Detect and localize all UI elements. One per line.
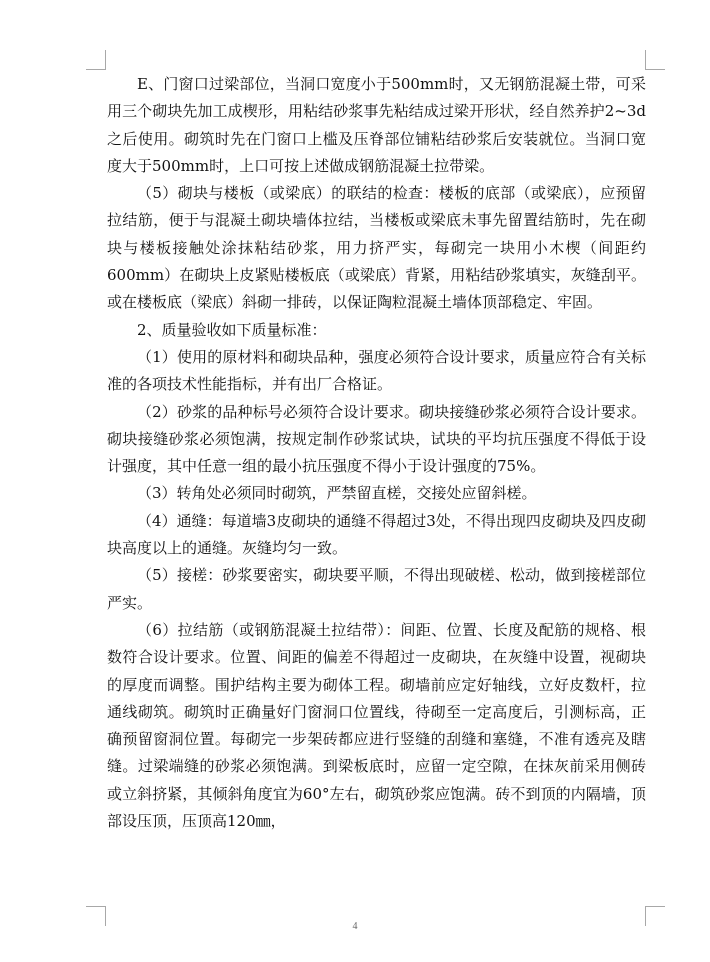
paragraph-through-joints: （4）通缝：每道墙3皮砌块的通缝不得超过3处，不得出现四皮砌块及四皮砌块高度以上的通缝。灰缝均匀一致。 xyxy=(107,511,646,558)
paragraph-lintel: E、门窗口过梁部位，当洞口宽度小于500mm时，又无钢筋混凝土带，可采用三个砌块先加工成楔形，用粘结砂浆事先粘结成过梁开形状，经自然养护2~3d之后使用。砌筑时先在门窗口上槛及压脊部位铺粘结砂浆后安装就位。当洞口宽度大于500mm时，上口可按上述做成钢筋混凝土拉带梁。 xyxy=(107,75,646,175)
paragraph-corners: （3）转角处必须同时砌筑，严禁留直槎，交接处应留斜槎。 xyxy=(137,484,537,503)
document-body xyxy=(107,71,646,835)
paragraph-toothing: （5）接槎：砂浆要密实，砌块要平顺，不得出现破槎、松动，做到接槎部位严实。 xyxy=(107,566,646,612)
paragraph-block-slab-joint: （5）砌块与楼板（或梁底）的联结的检查：楼板的底部（或梁底），应预留拉结筋，便于与混凝土砌块墙体拉结，当楼板或梁底未事先留置结筋时，先在砌块与楼板接触处涂抹粘结砂浆，用力挤严实，每砌完一块用小木楔（间距约600mm）在砌块上皮紧贴楼板底（或梁底）背紧，用粘结砂浆填实，灰缝刮平。或在楼板底（梁底）斜砌一排砖，以保证陶粒混凝土墙体顶部稳定、牢固。 xyxy=(107,184,646,312)
paragraph-mortar: （2）砂浆的品种标号必须符合设计要求。砌块接缝砂浆必须符合设计要求。砌块接缝砂浆必须饱满，按规定制作砂浆试块，试块的平均抗压强度不得低于设计强度，其中任意一组的最小抗压强度不得小于设计强度的75%。 xyxy=(107,402,646,476)
paragraph-tie-bars: （6）拉结筋（或钢筋混凝土拉结带）：间距、位置、长度及配筋的规格、根数符合设计要求。位置、间距的偏差不得超过一皮砌块，在灰缝中设置，视砌块的厚度而调整。围护结构主要为砌体工程。砌墙前应定好轴线，立好皮数杆，拉通线砌筑。砌筑时正确量好门窗洞口位置线，待砌至一定高度后，引测标高，正确预留窗洞位置。每砌完一步架砖都应进行竖缝的刮缝和塞缝，不准有透亮及瞎缝。过梁端缝的砂浆必须饱满。到梁板底时，应留一定空隙，在抹灰前采用侧砖或立斜挤紧，其倾斜角度宜为60°左右，砌筑砂浆应饱满。砖不到顶的内隔墙，顶部设压顶，压顶高120㎜， xyxy=(107,620,646,831)
paragraph-quality-heading: 2、质量验收如下质量标准： xyxy=(137,320,327,339)
page-number: 4 xyxy=(352,921,358,932)
paragraph-materials: （1）使用的原材料和砌块品种，强度必须符合设计要求，质量应符合有关标准的各项技术性能指标，并有出厂合格证。 xyxy=(107,347,646,394)
